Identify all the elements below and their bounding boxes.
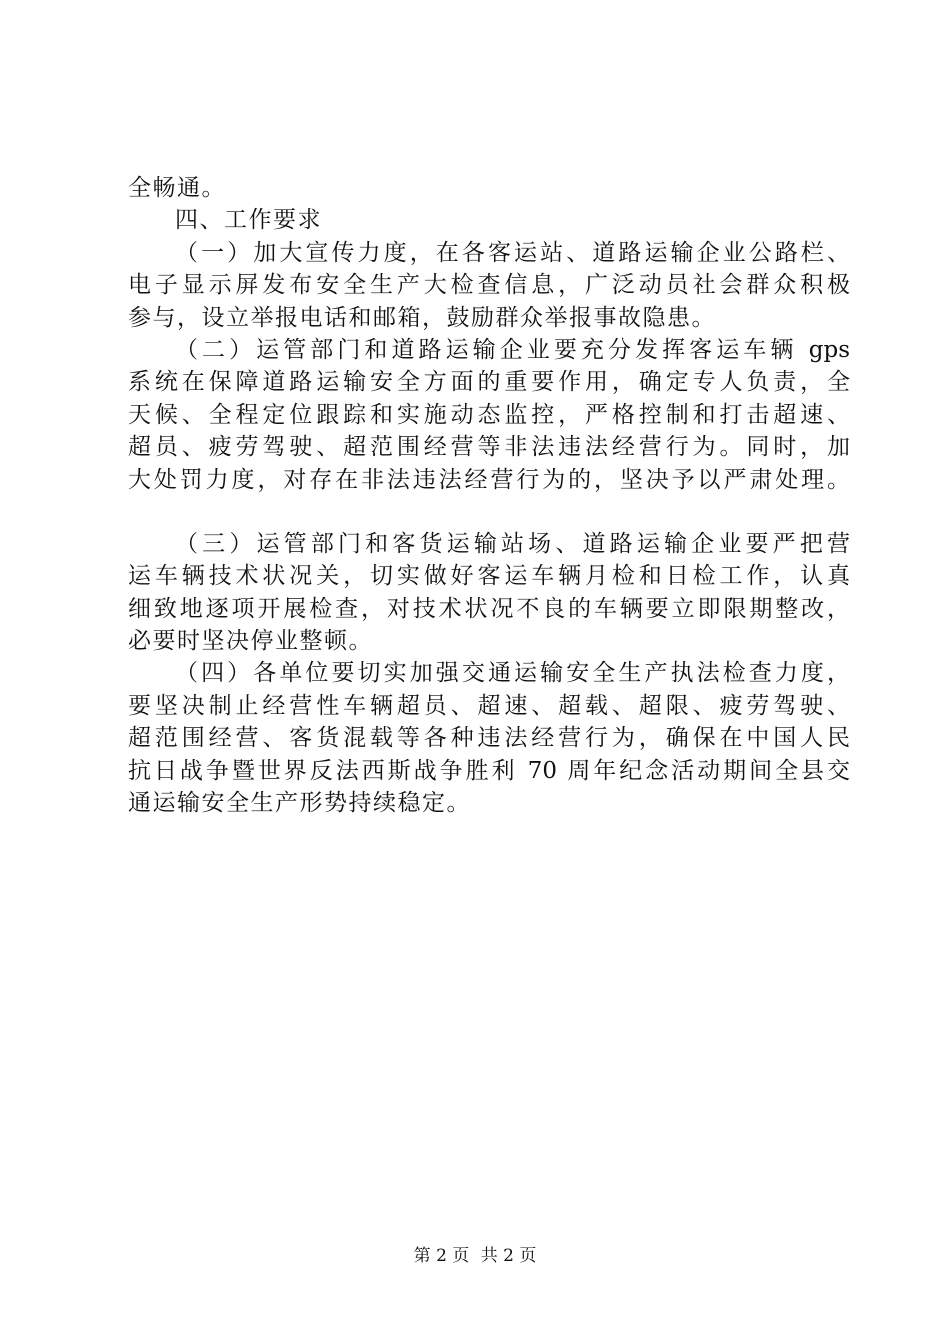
paragraph-2-line: 系统在保障道路运输安全方面的重要作用，确定专人负责，全 [128, 369, 850, 396]
paragraph-2-line: （二）运管部门和道路运输企业要充分发挥客运车辆 gps [175, 336, 850, 363]
paragraph-4-line: 通运输安全生产形势持续稳定。 [128, 790, 471, 817]
paragraph-4-line: 要坚决制止经营性车辆超员、超速、超载、超限、疲劳驾驶、 [128, 692, 850, 719]
section-heading: 四、工作要求 [175, 207, 322, 234]
paragraph-2-line: 超员、疲劳驾驶、超范围经营等非法违法经营行为。同时，加 [128, 434, 850, 461]
paragraph-4-line: （四）各单位要切实加强交通运输安全生产执法检查力度， [175, 660, 850, 687]
paragraph-3-line: 细致地逐项开展检查，对技术状况不良的车辆要立即限期整改， [128, 595, 850, 622]
paragraph-1-line: （一）加大宣传力度，在各客运站、道路运输企业公路栏、 [175, 239, 850, 266]
paragraph-4-line: 抗日战争暨世界反法西斯战争胜利 70 周年纪念活动期间全县交 [128, 757, 850, 784]
body-line: 全畅通。 [128, 175, 226, 201]
paragraph-3-line: （三）运管部门和客货运输站场、道路运输企业要严把营 [175, 530, 850, 557]
paragraph-1-line: 电子显示屏发布安全生产大检查信息，广泛动员社会群众积极 [128, 272, 850, 299]
paragraph-4-line: 超范围经营、客货混载等各种违法经营行为，确保在中国人民 [128, 725, 850, 752]
page-number: 第 2 页 [413, 1246, 470, 1266]
paragraph-3-line: 运车辆技术状况关，切实做好客运车辆月检和日检工作，认真 [128, 563, 850, 590]
paragraph-1-line: 参与，设立举报电话和邮箱，鼓励群众举报事故隐患。 [128, 304, 716, 331]
paragraph-3-line: 必要时坚决停业整顿。 [128, 628, 373, 655]
paragraph-2-line: 大处罚力度，对存在非法违法经营行为的，坚决予以严肃处理。 [128, 466, 850, 493]
document-body [128, 172, 850, 819]
paragraph-2-line: 天候、全程定位跟踪和实施动态监控，严格控制和打击超速、 [128, 401, 850, 428]
page-total: 共 2 页 [480, 1246, 537, 1266]
page-footer [0, 1241, 950, 1266]
paragraph-gap [128, 496, 850, 528]
